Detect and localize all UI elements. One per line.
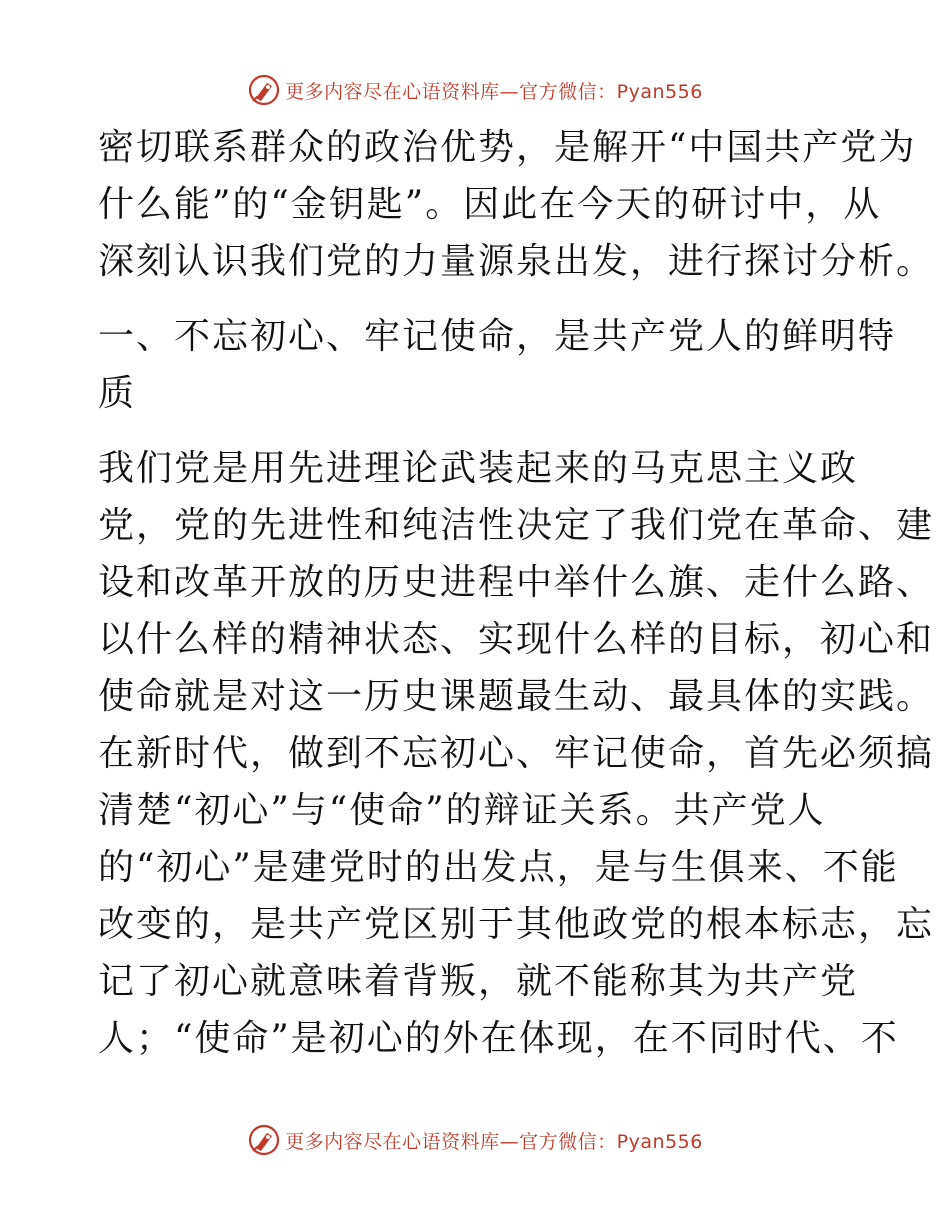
watermark-text: 更多内容尽在心语资料库—官方微信：Pyan556: [285, 1130, 703, 1153]
text-line-15: 记了初心就意味着背叛，就不能称其为共产党: [98, 961, 859, 1002]
text-line-9: 以什么样的精神状态、实现什么样的目标，初心和: [98, 619, 935, 660]
text-line-1: 密切联系群众的政治优势，是解开“中国共产党为: [98, 127, 917, 168]
text-line-3: 深刻认识我们党的力量源泉出发，进行探讨分析。: [98, 241, 935, 282]
text-line-10: 使命就是对这一历史课题最生动、最具体的实践。: [98, 676, 935, 717]
watermark-text: 更多内容尽在心语资料库—官方微信：Pyan556: [285, 80, 703, 103]
text-line-14: 改变的，是共产党区别于其他政党的根本标志，忘: [98, 904, 935, 945]
text-line-12: 清楚“初心”与“使命”的辩证关系。共产党人: [98, 790, 826, 831]
text-line-6: 我们党是用先进理论武装起来的马克思主义政: [98, 448, 859, 489]
section-heading-line-2: 质: [98, 373, 137, 414]
text-line-13: 的“初心”是建党时的出发点，是与生俱来、不能: [98, 847, 899, 888]
section-heading-line-1: 一、不忘初心、牢记使命，是共产党人的鲜明特: [98, 316, 897, 357]
pen-nib-logo-icon: [247, 1123, 281, 1157]
text-line-2: 什么能”的“金钥匙”。因此在今天的研讨中，从: [98, 184, 882, 225]
text-line-7: 党，党的先进性和纯洁性决定了我们党在革命、建: [98, 505, 935, 546]
footer-watermark: [0, 1120, 950, 1160]
pen-nib-logo-icon: [247, 73, 281, 107]
header-watermark: [0, 70, 950, 110]
text-line-8: 设和改革开放的历史进程中举什么旗、走什么路、: [98, 562, 935, 603]
text-line-16: 人；“使命”是初心的外在体现，在不同时代、不: [98, 1018, 899, 1059]
text-line-11: 在新时代，做到不忘初心、牢记使命，首先必须搞: [98, 733, 935, 774]
